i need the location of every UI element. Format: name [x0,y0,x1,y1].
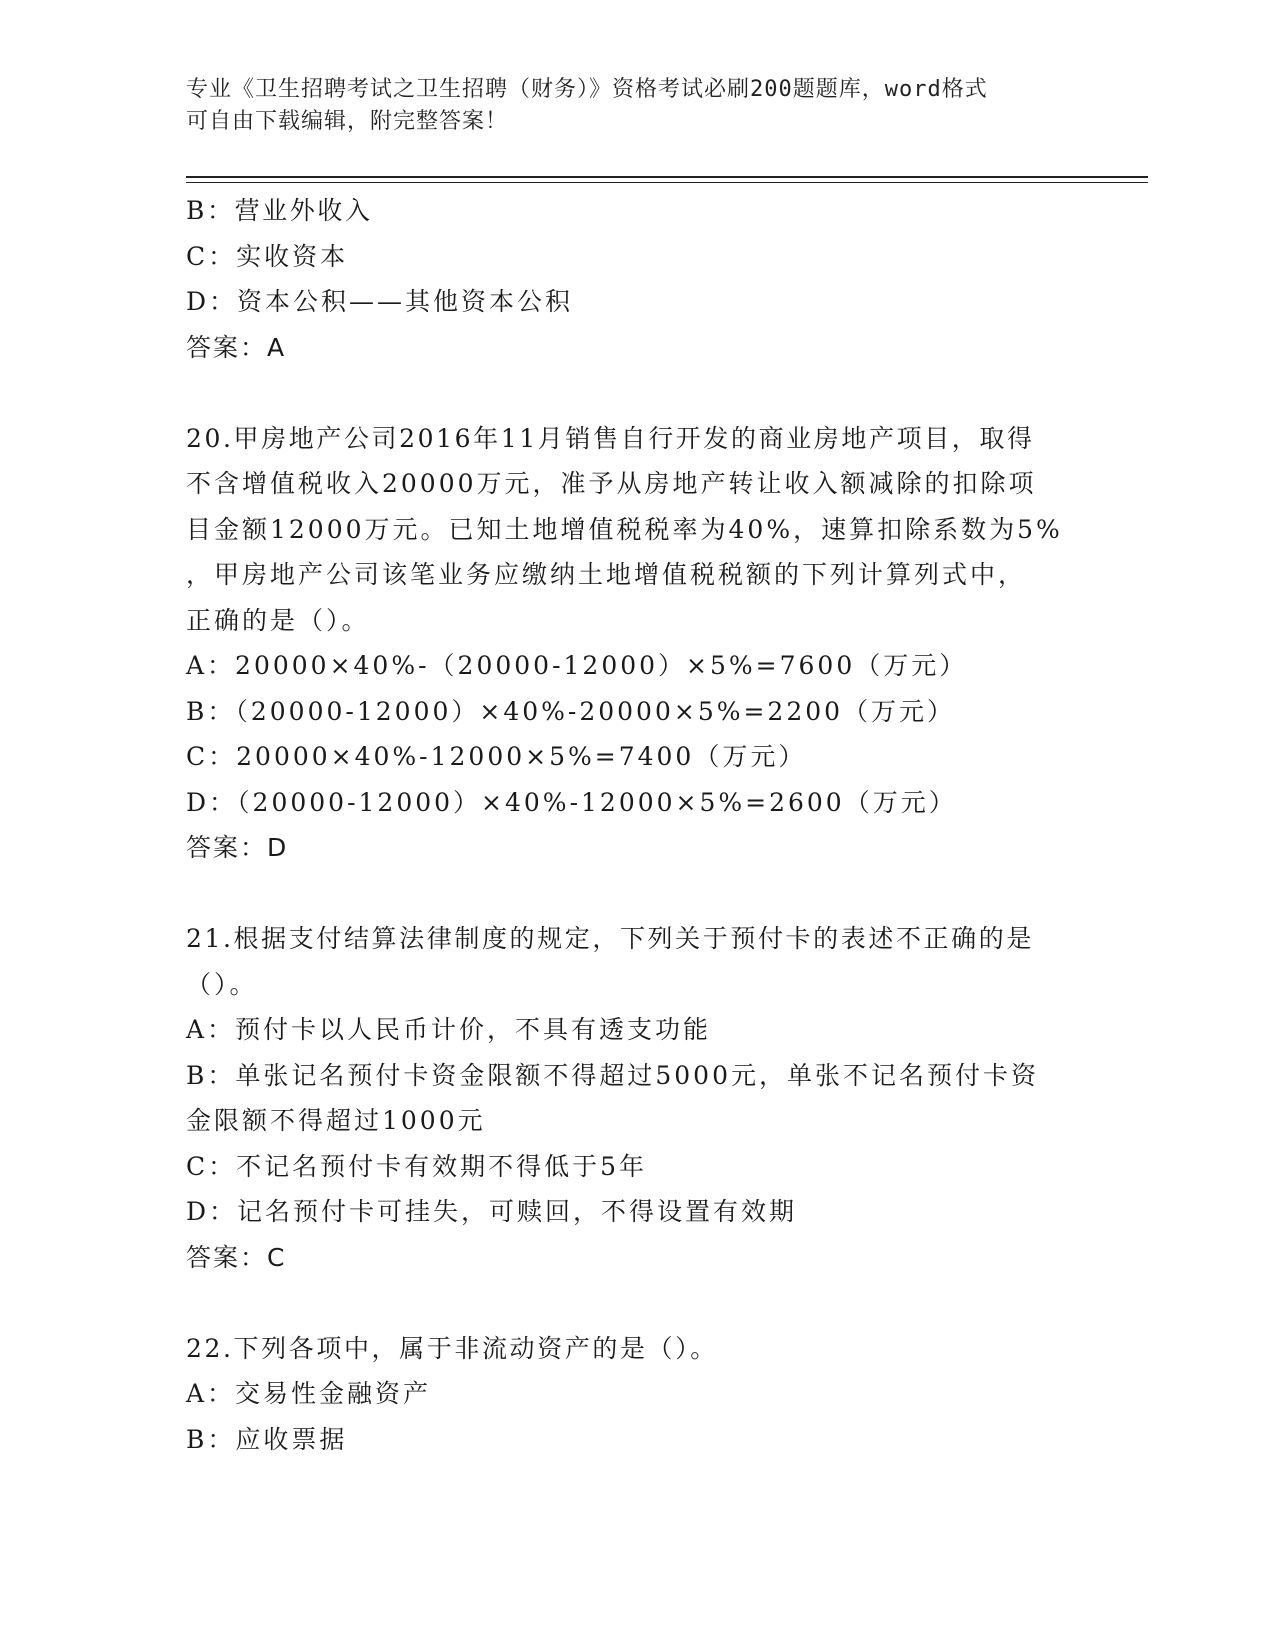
option-a: A：20000×40%-（20000-12000）×5%=7600（万元） [186,651,968,680]
document-header [186,74,1066,138]
header-title-line-2: 可自由下载编辑，附完整答案！ [186,109,509,134]
question-22 [186,1326,1086,1463]
option-b: B：（20000-12000）×40%-20000×5%=2200（万元） [186,696,956,726]
question-stem-line: 不含增值税收入20000万元，准予从房地产转让收入额减除的扣除项 [186,469,1037,498]
question-stem-line: ，甲房地产公司该笔业务应缴纳土地增值税税额的下列计算列式中， [186,560,1027,589]
question-stem-line: 21.根据支付结算法律制度的规定，下列关于预付卡的表述不正确的是 [186,924,1034,953]
option-c: C：20000×40%-12000×5%=7400（万元） [186,742,807,771]
option-c: C：实收资本 [186,241,349,271]
option-d: D：（20000-12000）×40%-12000×5%=2600（万元） [186,787,957,817]
option-b: B：营业外收入 [186,196,373,225]
question-19-tail [186,188,1086,370]
document-body [186,188,1086,1462]
spacer [186,1280,1086,1326]
question-stem-line: 正确的是（）。 [186,605,370,635]
option-b: B：应收票据 [186,1424,348,1454]
answer: 答案：A [186,332,287,362]
option-d: D：资本公积——其他资本公积 [186,287,574,316]
answer: 答案：D [186,833,289,862]
question-stem-line: 20.甲房地产公司2016年11月销售自行开发的商业房地产项目，取得 [186,423,1035,453]
answer: 答案：C [186,1242,287,1272]
question-21 [186,916,1086,1280]
option-b-continued: 金限额不得超过1000元 [186,1106,486,1135]
question-20 [186,416,1086,871]
option-d: D：记名预付卡可挂失，可赎回，不得设置有效期 [186,1197,798,1226]
question-stem-line: （）。 [186,969,258,999]
header-title-line-1: 专业《卫生招聘考试之卫生招聘（财务）》资格考试必刷200题题库，word格式 [186,77,988,102]
option-b: B：单张记名预付卡资金限额不得超过5000元，单张不记名预付卡资 [186,1060,1039,1090]
option-a: A：预付卡以人民币计价，不具有透支功能 [186,1015,712,1044]
question-stem-line: 目金额12000万元。已知土地增值税税率为40%，速算扣除系数为5% [186,514,1063,544]
option-a: A：交易性金融资产 [186,1379,432,1408]
spacer [186,370,1086,416]
header-divider [186,176,1148,183]
option-c: C：不记名预付卡有效期不得低于5年 [186,1151,648,1181]
question-stem-line: 22.下列各项中，属于非流动资产的是（）。 [186,1333,718,1363]
spacer [186,871,1086,917]
